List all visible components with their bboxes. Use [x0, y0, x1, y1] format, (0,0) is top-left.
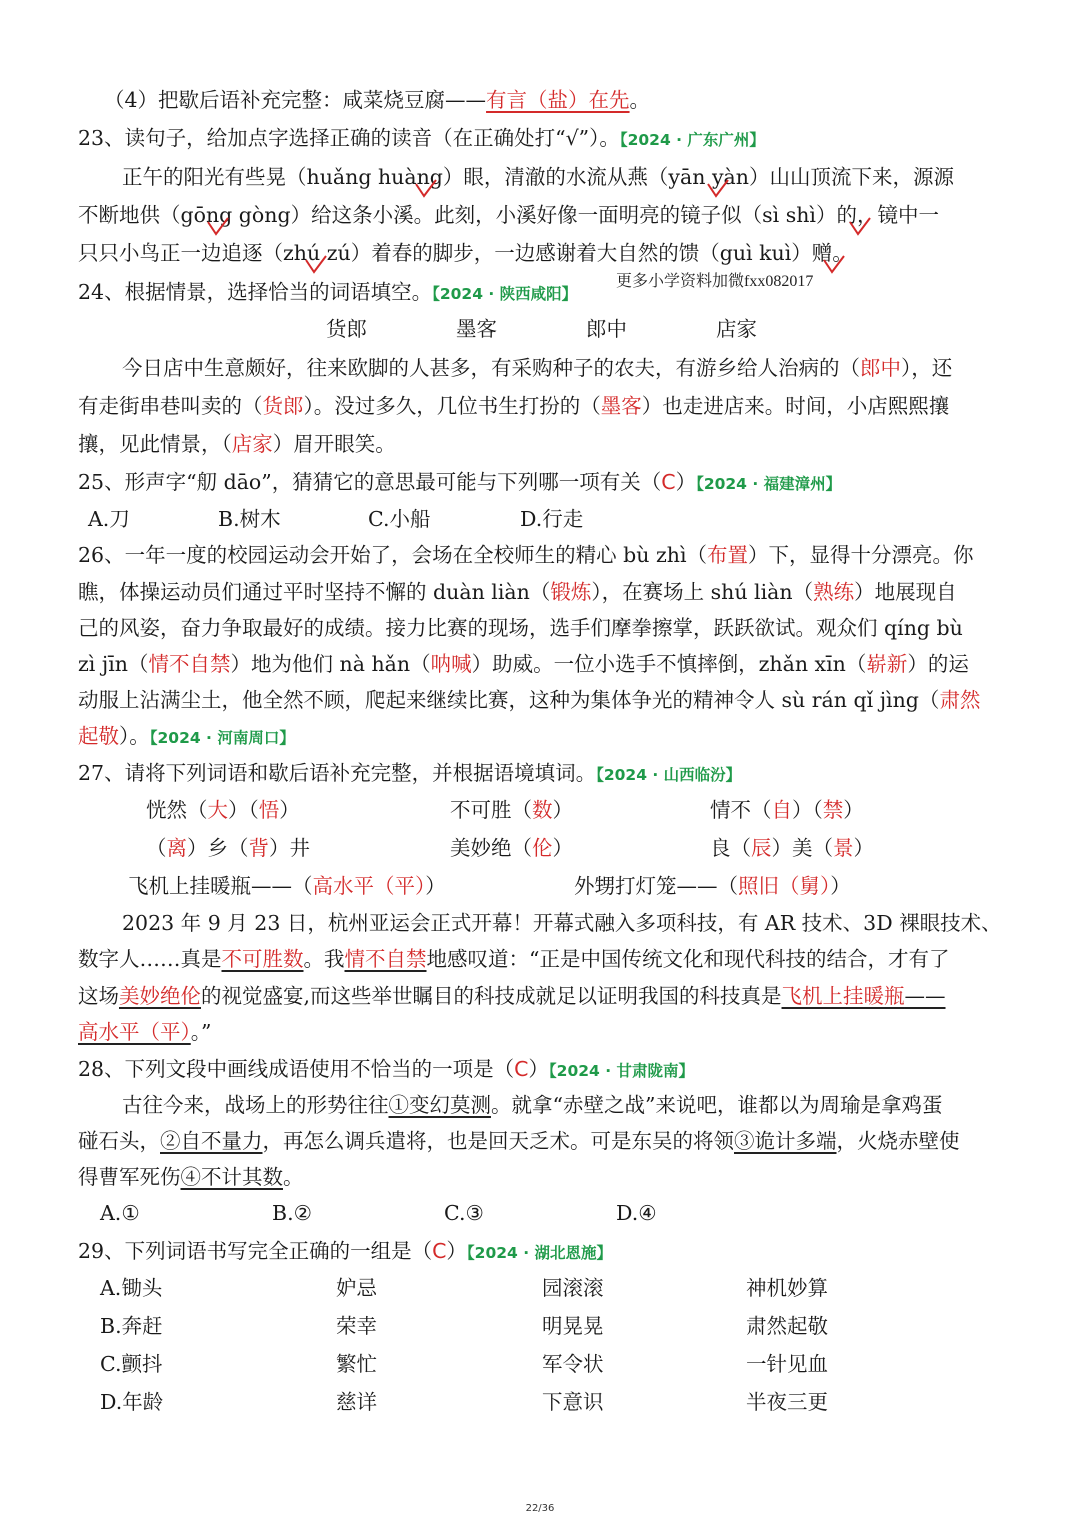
choice-option: A.锄头	[100, 1276, 163, 1300]
idiom-item: 良（辰）美（景）	[710, 836, 874, 860]
word-item: 慈详	[336, 1390, 377, 1414]
choice-option: C.颤抖	[100, 1352, 163, 1376]
word-item: 明晃晃	[542, 1314, 604, 1338]
answer: 熟练	[813, 580, 855, 604]
choice-option: B.奔赶	[100, 1314, 163, 1338]
q26-line-2: 瞧，体操运动员们通过平时坚持不懈的 duàn liàn（锻炼），在赛场上 shú liàn（熟练）地展现自	[78, 580, 957, 604]
answer: C	[432, 1239, 447, 1263]
source-tag: 【2024 · 广东广州】	[619, 131, 765, 149]
check-mark-icon	[304, 254, 328, 276]
choice-option: C.③	[444, 1201, 484, 1225]
idiom-item: 美妙绝（伦）	[450, 836, 573, 860]
q27-para-4: 高水平（平）。”	[78, 1020, 212, 1044]
q26-line-6: 起敬）。【2024 · 河南周口】	[78, 724, 295, 748]
word-item: 半夜三更	[746, 1390, 828, 1414]
q23-prompt: 23、读句子，给加点字选择正确的读音（在正确处打“√”）。【2024 · 广东广州】	[78, 126, 765, 150]
word-item: 园滚滚	[542, 1276, 604, 1300]
word-option: 郎中	[586, 317, 627, 341]
q28-prompt: 28、下列文段中画线成语使用不恰当的一项是（C）【2024 · 甘肃陇南】	[78, 1057, 694, 1081]
answer: C	[514, 1057, 529, 1081]
answer: 店家	[231, 432, 273, 456]
word-item: 神机妙算	[746, 1276, 828, 1300]
answer: 墨客	[600, 394, 642, 418]
choice-option: C.小船	[368, 507, 431, 531]
q28-para-3: 得曹军死伤④不计其数。	[78, 1165, 304, 1189]
word-item: 妒忌	[336, 1276, 377, 1300]
choice-option: A.①	[100, 1201, 140, 1225]
check-mark-icon	[414, 178, 438, 200]
answer: 货郎	[262, 394, 304, 418]
answer: C	[661, 470, 676, 494]
source-tag: 【2024 · 山西临汾】	[596, 766, 742, 784]
word-option: 墨客	[456, 317, 497, 341]
answer: 呐喊	[430, 652, 472, 676]
word-item: 军令状	[542, 1352, 604, 1376]
source-tag: 【2024 · 河南周口】	[149, 729, 295, 747]
xiehouyu-item: 外甥打灯笼——（照旧（舅））	[574, 874, 851, 898]
answer: 有言（盐）在先	[486, 88, 630, 112]
page-number: 22/36	[525, 1503, 555, 1514]
q22-4-line: （4）把歇后语补充完整：咸菜烧豆腐——有言（盐）在先。	[104, 88, 651, 112]
q26-line-1: 26、一年一度的校园运动会开始了，会场在全校师生的精心 bù zhì（布置）下，显得十分漂亮。你	[78, 543, 974, 567]
word-item: 荣幸	[336, 1314, 377, 1338]
xiehouyu-item: 飞机上挂暖瓶——（高水平（平））	[128, 874, 446, 898]
word-option: 店家	[716, 317, 757, 341]
q28-para-1: 古往今来，战场上的形势往往①变幻莫测。就拿“赤壁之战”来说吧，谁都以为周瑜是拿鸡蛋	[122, 1093, 943, 1117]
source-tag: 【2024 · 湖北恩施】	[466, 1244, 612, 1262]
check-mark-icon	[822, 254, 846, 276]
answer: 郎中	[860, 356, 901, 380]
idiom-item: 不可胜（数）	[450, 798, 573, 822]
q27-para-1: 2023 年 9 月 23 日，杭州亚运会正式开幕！开幕式融入多项科技，有 AR 技术、3D 裸眼技术、	[122, 911, 1002, 935]
q29-prompt: 29、下列词语书写完全正确的一组是（C）【2024 · 湖北恩施】	[78, 1239, 612, 1263]
choice-option: B.树木	[218, 507, 281, 531]
q26-line-3: 己的风姿，奋力争取最好的成绩。接力比赛的现场，选手们摩拳擦掌，跃跃欲试。观众们 qíng bù	[78, 616, 963, 640]
q24-para-1: 今日店中生意颇好，往来欧脚的人甚多，有采购种子的农夫，有游乡给人治病的（郎中），还	[122, 356, 953, 380]
q24-prompt: 24、根据情景，选择恰当的词语填空。【2024 · 陕西咸阳】	[78, 280, 578, 304]
answer: 起敬	[78, 724, 119, 748]
check-mark-icon	[848, 216, 872, 238]
word-item: 肃然起敬	[746, 1314, 828, 1338]
q24-para-3: 攘，见此情景，（店家）眉开眼笑。	[78, 432, 396, 456]
choice-option: D.年龄	[100, 1390, 164, 1414]
choice-option: B.②	[272, 1201, 312, 1225]
q24-para-2: 有走街串巷叫卖的（货郎）。没过多久，几位书生打扮的（墨客）也走进店来。时间，小店熙熙攘	[78, 394, 950, 418]
answer: 布置	[707, 543, 749, 567]
word-item: 一针见血	[746, 1352, 828, 1376]
choice-option: D.④	[616, 1201, 657, 1225]
q27-prompt: 27、请将下列词语和歇后语补充完整，并根据语境填词。【2024 · 山西临汾】	[78, 761, 742, 785]
q23-line-1: 正午的阳光有些晃（huǎng huàng）眼，清澈的水流从燕（yān yàn）山山顶流下来，源源	[122, 165, 954, 189]
check-mark-icon	[206, 216, 230, 238]
source-tag: 【2024 · 陕西咸阳】	[432, 285, 578, 303]
source-tag: 【2024 · 甘肃陇南】	[548, 1062, 694, 1080]
choice-option: A.刀	[88, 507, 130, 531]
idiom-item: （离）乡（背）井	[146, 836, 310, 860]
answer: 崭新	[866, 652, 908, 676]
q25-prompt: 25、形声字“舠 dāo”，猜猜它的意思最可能与下列哪一项有关（C）【2024 · 福建漳州】	[78, 470, 842, 494]
word-option: 货郎	[326, 317, 367, 341]
q26-line-5: 动服上沾满尘土，他全然不顾，爬起来继续比赛，这种为集体争光的精神令人 sù rán qǐ jìng（肃然	[78, 688, 981, 712]
choice-option: D.行走	[520, 507, 584, 531]
q27-para-2: 数字人……真是不可胜数。我情不自禁地感叹道：“正是中国传统文化和现代科技的结合，才有了	[78, 947, 950, 971]
word-item: 下意识	[542, 1390, 604, 1414]
check-mark-icon	[706, 178, 730, 200]
q23-line-2: 不断地供（gōng gòng）给这条小溪。此刻，小溪好像一面明亮的镜子似（sì shì）的，镜中一	[78, 203, 939, 227]
idiom-item: 情不（自）（禁）	[710, 798, 864, 822]
answer: 情不自禁	[148, 652, 231, 676]
q26-line-4: zì jīn（情不自禁）地为他们 nà hǎn（呐喊）助威。一位小选手不慎摔倒，zhǎn xīn（崭新）的运	[78, 652, 969, 676]
idiom-item: 恍然（大）（悟）	[146, 798, 300, 822]
q27-para-3: 这场美妙绝伦的视觉盛宴,而这些举世瞩目的科技成就足以证明我国的科技真是飞机上挂暖瓶——	[78, 984, 946, 1008]
q23-line-3: 只只小鸟正一边追逐（zhú zú）着春的脚步，一边感谢着大自然的馈（guì kuì）赠。	[78, 241, 853, 265]
source-tag: 【2024 · 福建漳州】	[696, 475, 842, 493]
answer: 肃然	[939, 688, 981, 712]
q28-para-2: 碰石头，②自不量力，再怎么调兵遣将，也是回天乏术。可是东吴的将领③诡计多端，火烧赤壁使	[78, 1129, 960, 1153]
promo-note: 更多小学资料加微fxx082017	[616, 273, 814, 290]
answer: 锻炼	[550, 580, 592, 604]
word-item: 繁忙	[336, 1352, 377, 1376]
